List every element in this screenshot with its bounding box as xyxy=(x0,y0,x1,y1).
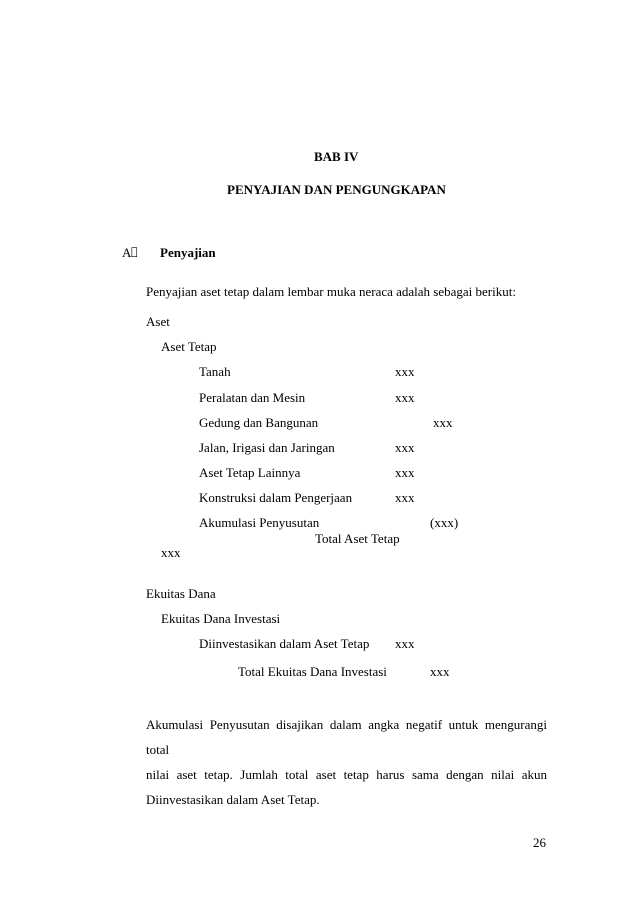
page-number: 26 xyxy=(533,835,546,850)
asset-item-name: Jalan, Irigasi dan Jaringan xyxy=(199,440,335,455)
asset-item-name: Gedung dan Bangunan xyxy=(199,415,319,430)
asset-item-value: xxx xyxy=(395,364,415,379)
asset-item-value: (xxx) xyxy=(430,515,459,530)
equity-item-value: xxx xyxy=(395,636,415,651)
asset-item-name: Peralatan dan Mesin xyxy=(199,390,306,405)
total-equity-label: Total Ekuitas Dana Investasi xyxy=(238,664,387,679)
total-fixed-assets-label: Total Aset Tetap xyxy=(315,531,400,546)
asset-item-name: Konstruksi dalam Pengerjaan xyxy=(199,490,353,505)
asset-item-value: xxx xyxy=(395,465,415,480)
asset-item-value: xxx xyxy=(395,490,415,505)
intro-text: Penyajian aset tetap dalam lembar muka neraca adalah sebagai berikut: xyxy=(146,284,516,299)
asset-item-value: xxx xyxy=(433,415,453,430)
fixed-assets-label: Aset Tetap xyxy=(161,339,217,354)
closing-line: Akumulasi Penyusutan disajikan dalam angka negatif untuk mengurangi total xyxy=(146,717,547,757)
closing-line: nilai aset tetap. Jumlah total aset tetap harus sama dengan nilai akun xyxy=(146,767,547,782)
total-equity-value: xxx xyxy=(430,664,450,679)
asset-item-name: Tanah xyxy=(199,364,231,379)
asset-item-value: xxx xyxy=(395,440,415,455)
closing-line: Diinvestasikan dalam Aset Tetap. xyxy=(146,792,320,807)
asset-item-name: Akumulasi Penyusutan xyxy=(199,515,320,530)
assets-label: Aset xyxy=(146,314,170,329)
section-marker-glyph xyxy=(131,246,138,257)
closing-paragraph xyxy=(146,712,547,812)
equity-item-name: Diinvestasikan dalam Aset Tetap xyxy=(199,636,370,651)
chapter-title: PENYAJIAN DAN PENGUNGKAPAN xyxy=(227,182,446,197)
equity-investment-label: Ekuitas Dana Investasi xyxy=(161,611,281,626)
total-fixed-assets-value: xxx xyxy=(161,545,181,560)
asset-item-name: Aset Tetap Lainnya xyxy=(199,465,301,480)
section-marker: A xyxy=(122,245,132,260)
equity-label: Ekuitas Dana xyxy=(146,586,216,601)
section-heading: Penyajian xyxy=(160,245,216,260)
chapter-heading: BAB IV xyxy=(314,149,359,164)
asset-item-value: xxx xyxy=(395,390,415,405)
